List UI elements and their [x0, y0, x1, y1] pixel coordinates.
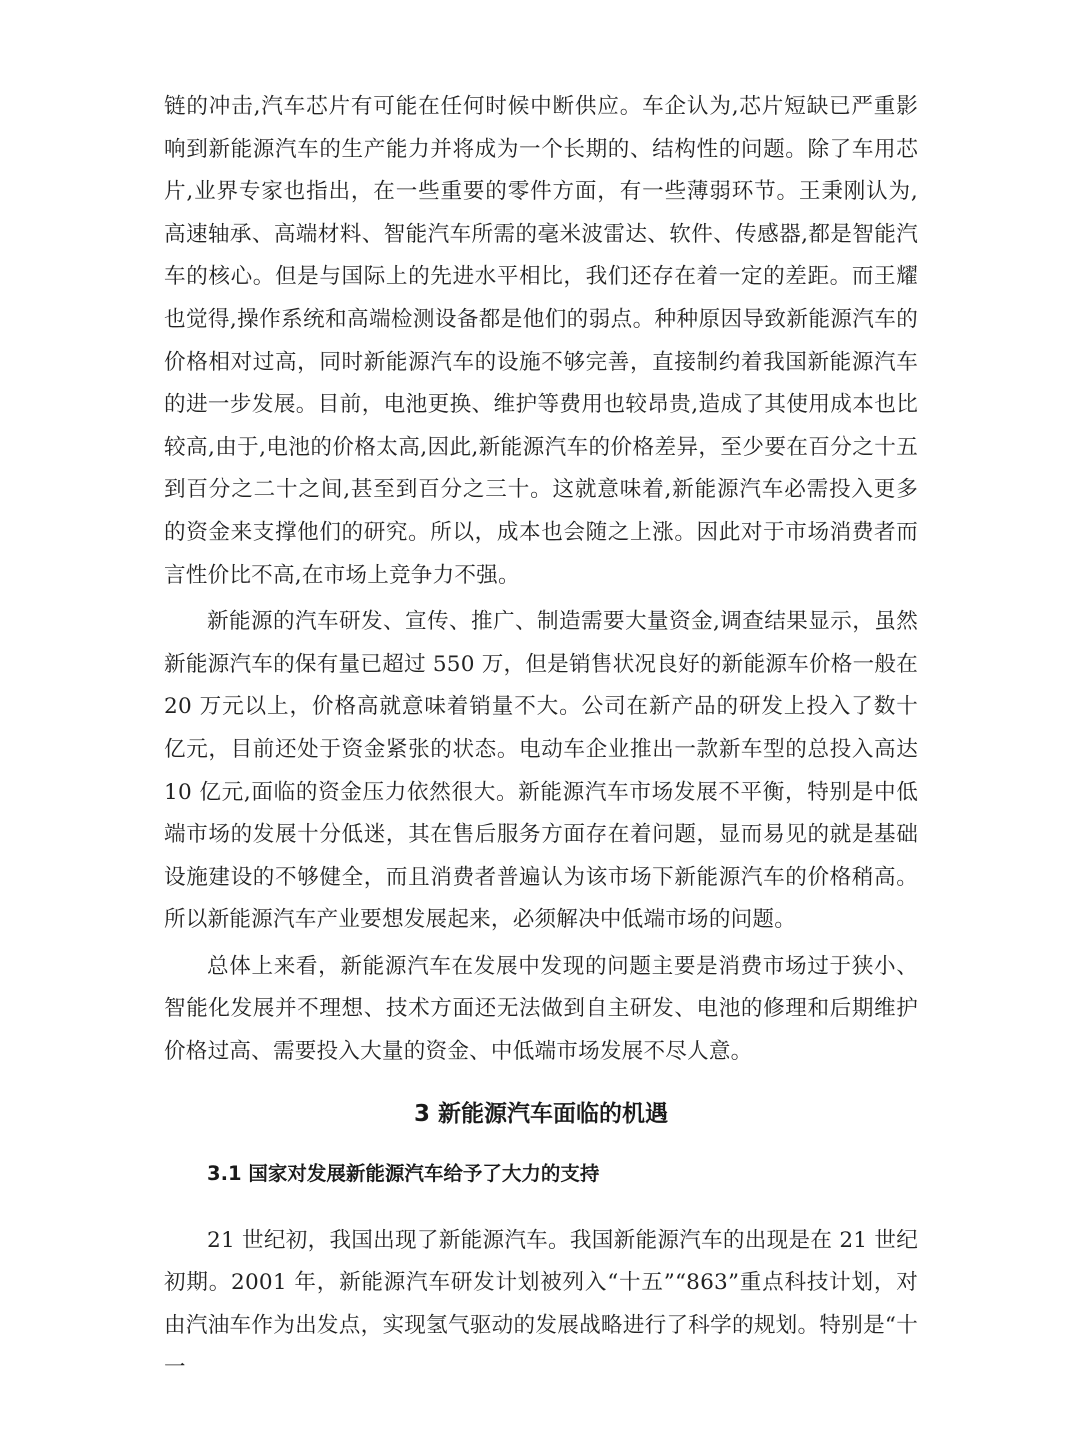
- subsection-heading: 3.1 国家对发展新能源汽车给予了大力的支持: [207, 1161, 600, 1185]
- paragraph-chip-shortage: 链的冲击,汽车芯片有可能在任何时候中断供应。车企认为,芯片短缺已严重影响到新能源汽车的生产能力并将成为一个长期的、结构性的问题。除了车用芯片,业界专家也指出，在一些重要的零件方面，有一些薄弱环节。王秉刚认为,高速轴承、高端材料、智能汽车所需的毫米波雷达、软件、传感器,都是智能汽车的核心。但是与国际上的先进水平相比，我们还存在着一定的差距。而王耀也觉得,操作系统和高端检测设备都是他们的弱点。种种原因导致新能源汽车的价格相对过高，同时新能源汽车的设施不够完善，直接制约着我国新能源汽车的进一步发展。目前，电池更换、维护等费用也较昂贵,造成了其使用成本也比较高,由于,电池的价格太高,因此,新能源汽车的价格差异，至少要在百分之十五到百分之二十之间,甚至到百分之三十。这就意味着,新能源汽车必需投入更多的资金来支撑他们的研究。所以，成本也会随之上涨。因此对于市场消费者而言性价比不高,在市场上竞争力不强。: [164, 94, 918, 588]
- section-heading: 3 新能源汽车面临的机遇: [413, 1100, 668, 1127]
- paragraph-history: 21 世纪初，我国出现了新能源汽车。我国新能源汽车的出现是在 21 世纪初期。2001 年，新能源汽车研发计划被列入“十五”“863”重点科技计划，对由汽油车作为出发点，实现氢气驱动的发展战略进行了科学的规划。特别是“十一: [164, 1227, 918, 1381]
- paragraph-summary: 总体上来看，新能源汽车在发展中发现的问题主要是消费市场过于狭小、智能化发展并不理想、技术方面还无法做到自主研发、电池的修理和后期维护价格过高、需要投入大量的资金、中低端市场发展不尽人意。: [164, 953, 918, 1065]
- document-page: [164, 86, 918, 1390]
- paragraph-funding: 新能源的汽车研发、宣传、推广、制造需要大量资金,调查结果显示，虽然新能源汽车的保有量已超过 550 万，但是销售状况良好的新能源车价格一般在 20 万元以上，价格高就意味着销量不大。公司在新产品的研发上投入了数十亿元，目前还处于资金紧张的状态。电动车企业推出一款新车型的总投入高达 10 亿元,面临的资金压力依然很大。新能源汽车市场发展不平衡，特别是中低端市场的发展十分低迷，其在售后服务方面存在着问题，显而易见的就是基础设施建设的不够健全，而且消费者普遍认为该市场下新能源汽车的价格稍高。所以新能源汽车产业要想发展起来，必须解决中低端市场的问题。: [164, 609, 918, 933]
